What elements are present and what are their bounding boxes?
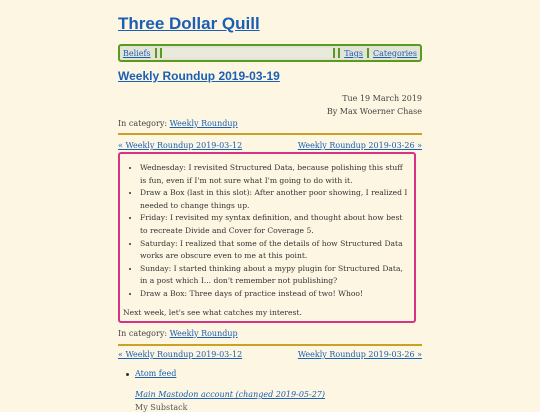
nav-beliefs-link[interactable]: Beliefs bbox=[123, 48, 151, 58]
post-title-link[interactable]: Weekly Roundup 2019-03-19 bbox=[118, 69, 280, 83]
nav-search-field[interactable] bbox=[160, 48, 336, 58]
closing-paragraph: Next week, let's see what catches my interest. bbox=[123, 307, 302, 317]
list-item: • Wednesday: I revisited Structured Data, because polishing this stuff is fun, even if I'm not sure what I'm going to do with it. bbox=[140, 162, 408, 187]
post-category-top bbox=[118, 119, 238, 128]
list-item: • Saturday: I realized that some of the details of how Structured Data works are obscure even to me at this point. bbox=[140, 238, 408, 263]
roundup-list bbox=[120, 154, 414, 301]
list-item: • Sunday: I started thinking about a mypy plugin for Structured Data, in a post which I... don't remember not publishing? bbox=[140, 263, 408, 288]
divider-rule bbox=[118, 344, 422, 346]
post-date: Tue 19 March 2019 bbox=[342, 94, 422, 103]
nav-bar bbox=[118, 44, 422, 62]
post-author: By Max Woerner Chase bbox=[326, 107, 422, 116]
footer-extra-text: My Substack bbox=[135, 403, 188, 412]
divider-rule bbox=[118, 133, 422, 135]
nav-tags-link[interactable]: Tags bbox=[344, 48, 363, 58]
list-item: • Draw a Box: Three days of practice instead of two! Whoo! bbox=[140, 288, 408, 301]
nav-separator bbox=[155, 48, 157, 58]
post-content bbox=[118, 152, 416, 323]
prev-post-link[interactable]: « Weekly Roundup 2019-03-12 bbox=[118, 350, 243, 359]
category-prefix: In category: bbox=[118, 119, 168, 128]
site-title-link[interactable]: Three Dollar Quill bbox=[118, 14, 260, 33]
category-link[interactable]: Weekly Roundup bbox=[169, 329, 238, 338]
next-post-link[interactable]: Weekly Roundup 2019-03-26 » bbox=[297, 350, 422, 359]
nav-separator bbox=[367, 48, 369, 58]
list-item: • Draw a Box (last in this slot): After another poor showing, I realized I needed to change things up. bbox=[140, 187, 408, 212]
post-category-bottom bbox=[118, 329, 238, 338]
prev-post-link[interactable]: « Weekly Roundup 2019-03-12 bbox=[118, 141, 243, 150]
nav-separator bbox=[338, 48, 340, 58]
next-post-link[interactable]: Weekly Roundup 2019-03-26 » bbox=[297, 141, 422, 150]
nav-categories-link[interactable]: Categories bbox=[373, 48, 417, 58]
category-link[interactable]: Weekly Roundup bbox=[169, 119, 238, 128]
mastodon-link[interactable]: Main Mastodon account (changed 2019-05-27) bbox=[135, 390, 325, 399]
atom-feed-link[interactable]: Atom feed bbox=[135, 369, 177, 378]
category-prefix: In category: bbox=[118, 329, 168, 338]
list-item: • Friday: I revisited my syntax definition, and thought about how best to recreate Divide and Cover for Coverage 5. bbox=[140, 212, 408, 237]
